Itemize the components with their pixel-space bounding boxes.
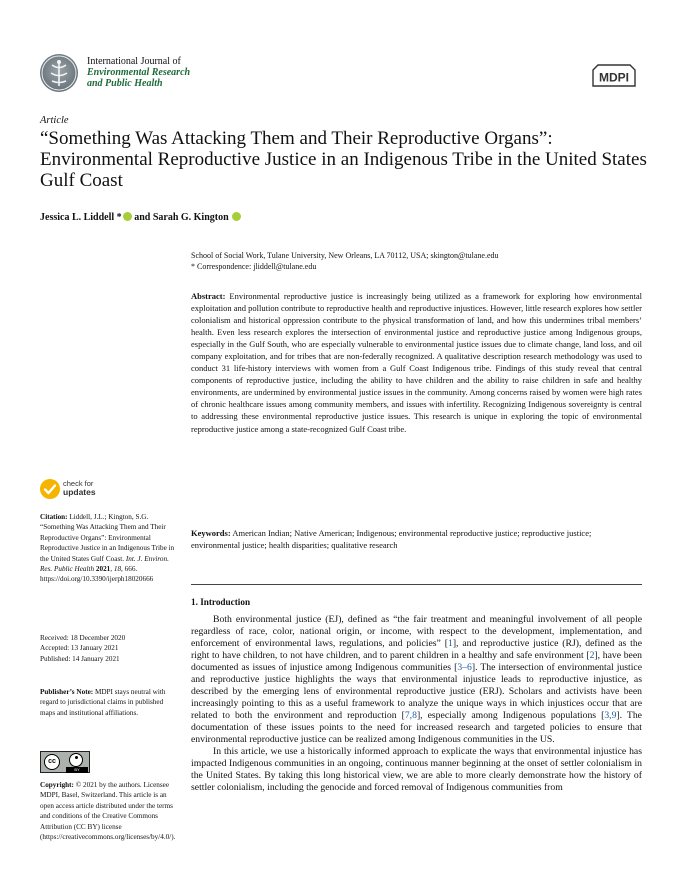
paragraph-text: ]. The intersection of environmental justice and reproductive justice highlights the ways that environmental injustice leads to reproductive injustice, as described by the emerging lens of environmental reproductive justice (ERJ). Scholars and activists have been increasingly pointing to this as a useful framework to analyze the unique ways in which injustices occur that are related to both the environment and reproduction [ — [191, 662, 643, 721]
article-title: “Something Was Attacking Them and Their Reproductive Organs”: Environmental Reproductive Justice in an Indigenous Tribe in the United States Gulf Coast — [40, 128, 647, 191]
paragraph-text: ], have been documented as issues of injustice among Indigenous communities [ — [191, 650, 642, 673]
author-name[interactable]: Sarah G. Kington — [152, 212, 229, 223]
paragraph-text: Both environmental justice (EJ), defined as “the fair treatment and meaningful involvement of all people regardless of race, color, national origin, or income, with respect to the development, implementation, and enforcement of environmental laws, regulations, and policies” [ — [191, 614, 642, 649]
reference-link[interactable]: 7,8 — [404, 710, 417, 721]
publication-dates — [40, 633, 177, 664]
orcid-icon[interactable] — [123, 212, 132, 221]
check-updates-badge — [40, 479, 60, 499]
journal-name-line2: Environmental Research — [87, 67, 191, 78]
citation-doi[interactable]: , 666. https://doi.org/10.3390/ijerph18020666 — [40, 565, 154, 584]
reference-link[interactable]: 2 — [589, 650, 595, 661]
keywords-text: American Indian; Native American; Indigenous; environmental reproductive justice; reproductive justice; environmental justice; health disparities; qualitative research — [191, 528, 592, 551]
journal-name-line1: International Journal of — [87, 56, 181, 67]
publisher-logo — [590, 63, 638, 89]
abstract-label: Abstract: — [191, 291, 226, 301]
accepted-date: Accepted: 13 January 2021 — [40, 644, 119, 653]
checkmark-icon — [40, 479, 60, 499]
check-updates-line1: check for — [63, 479, 94, 488]
keywords — [191, 527, 642, 552]
publisher-name: MDPI — [599, 70, 629, 85]
section-heading: 1. Introduction — [191, 597, 251, 607]
paragraph-text: ], especially among Indigenous populations [ — [416, 710, 605, 721]
citation-block — [40, 512, 177, 585]
affiliation-line: School of Social Work, Tulane University, New Orleans, LA 70112, USA; skington@tulane.edu — [191, 251, 499, 260]
reference-link[interactable]: 3,9 — [604, 710, 617, 721]
creative-commons-icon: cc — [44, 754, 60, 770]
section-divider — [191, 584, 642, 585]
introduction-paragraph: In this article, we use a historically informed approach to explicate the ways that environmental injustice has impacted Indigenous communities in an ongoing, continuous manner beginning at the onset of settler colonialism in the United States. By taking this long historical view, we are able to more clearly demonstrate how the history of settler colonialism, including the genocide and forced removal of Indigenous communities from — [191, 746, 642, 793]
cc-by-license-badge[interactable] — [40, 751, 90, 773]
abstract — [191, 290, 642, 435]
citation-year: 2021 — [94, 565, 111, 574]
journal-emblem-icon — [40, 54, 78, 92]
paragraph-text: ]. The documentation of these issues points to the need for increased research and targeted policies to ensure that environmental reproductive justice can be realized among Indigenous communities in the US. — [191, 710, 642, 745]
copyright-block — [40, 780, 177, 842]
citation-text: Liddell, J.L.; Kington, S.G. “Something Was Attacking Them and Their Reproductive Organs”: Environmental Reproductive Justice in an Indigenous Tribe in the United States Gulf Coast. — [40, 513, 175, 563]
citation-label: Citation: — [40, 513, 68, 521]
copyright-text: © 2021 by the authors. Licensee MDPI, Basel, Switzerland. This article is an open access article distributed under the terms and conditions of the Creative Commons Attribution (CC BY) license (https://creativecommons.org/licenses/by/4.0/). — [40, 781, 176, 842]
author-connector: and — [131, 212, 153, 223]
citation-separator: , — [110, 565, 114, 574]
check-for-updates-button[interactable] — [40, 478, 160, 502]
mdpi-logo-icon — [590, 63, 638, 89]
journal-logo — [40, 54, 78, 92]
introduction-paragraph — [191, 614, 642, 746]
check-updates-text — [63, 480, 96, 496]
article-type: Article — [40, 115, 69, 126]
citation-volume: 18 — [113, 565, 122, 574]
reference-link[interactable]: 1 — [447, 638, 453, 649]
introduction-body — [191, 614, 642, 794]
author-list — [40, 212, 241, 223]
journal-name — [87, 56, 190, 89]
by-label: BY — [66, 767, 88, 773]
author-name[interactable]: Jessica L. Liddell * — [40, 212, 122, 223]
keywords-label: Keywords: — [191, 528, 231, 538]
citation-journal: Int. J. Environ. Res. Public Health — [40, 554, 169, 574]
published-date: Published: 14 January 2021 — [40, 654, 120, 663]
received-date: Received: 18 December 2020 — [40, 634, 126, 642]
orcid-icon[interactable] — [232, 212, 241, 221]
affiliations — [191, 250, 641, 272]
check-updates-line2: updates — [63, 487, 96, 497]
copyright-label: Copyright: — [40, 781, 74, 789]
attribution-person-icon — [69, 753, 83, 767]
journal-name-line3: and Public Health — [87, 78, 163, 89]
correspondence-line: * Correspondence: jliddell@tulane.edu — [191, 262, 317, 271]
reference-link[interactable]: 3–6 — [457, 662, 472, 673]
publisher-note-label: Publisher’s Note: — [40, 688, 94, 696]
abstract-text: Environmental reproductive justice is increasingly being utilized as a framework for exploring how environmental exploitation and pollution contribute to reproductive health and reproductive injustices. However, little research explores how settler colonialism and historical oppression contribute to the physical transformation of land, and how this undermines tribal members’ health. Even less research explores the intersection of environmental justice and reproductive justice among Indigenous groups, especially in the Gulf South, who are especially vulnerable to environmental justice issues due to climate change, land loss, and oil company exploitation, and for tribes that are non-federally recognized. A qualitative description research methodology was used to conduct 31 life-history interviews with women from a Gulf Coast Indigenous tribe. Findings of this study reveal that central components of reproductive justice, including the ability to have children and the ability to raise children in safe and healthy environments, are undermined by environmental justice issues in the community. Among concerns raised by women were high rates of chronic healthcare issues among community members, and issues with infertility. Recognizing Indigenous sovereignty is central to addressing these environmental reproductive justice issues. This research is unique in exploring the topic of environmental reproductive justice among a state-recognized Gulf Coast tribe. — [191, 291, 643, 434]
publisher-note — [40, 687, 177, 718]
publisher-note-text: MDPI stays neutral with regard to jurisdictional claims in published maps and institutional affiliations. — [40, 688, 166, 717]
paragraph-text: ], and reproductive justice (RJ), defined as the right to have children, to not have children, and to parent children in a healthy and safe environment [ — [191, 638, 642, 661]
